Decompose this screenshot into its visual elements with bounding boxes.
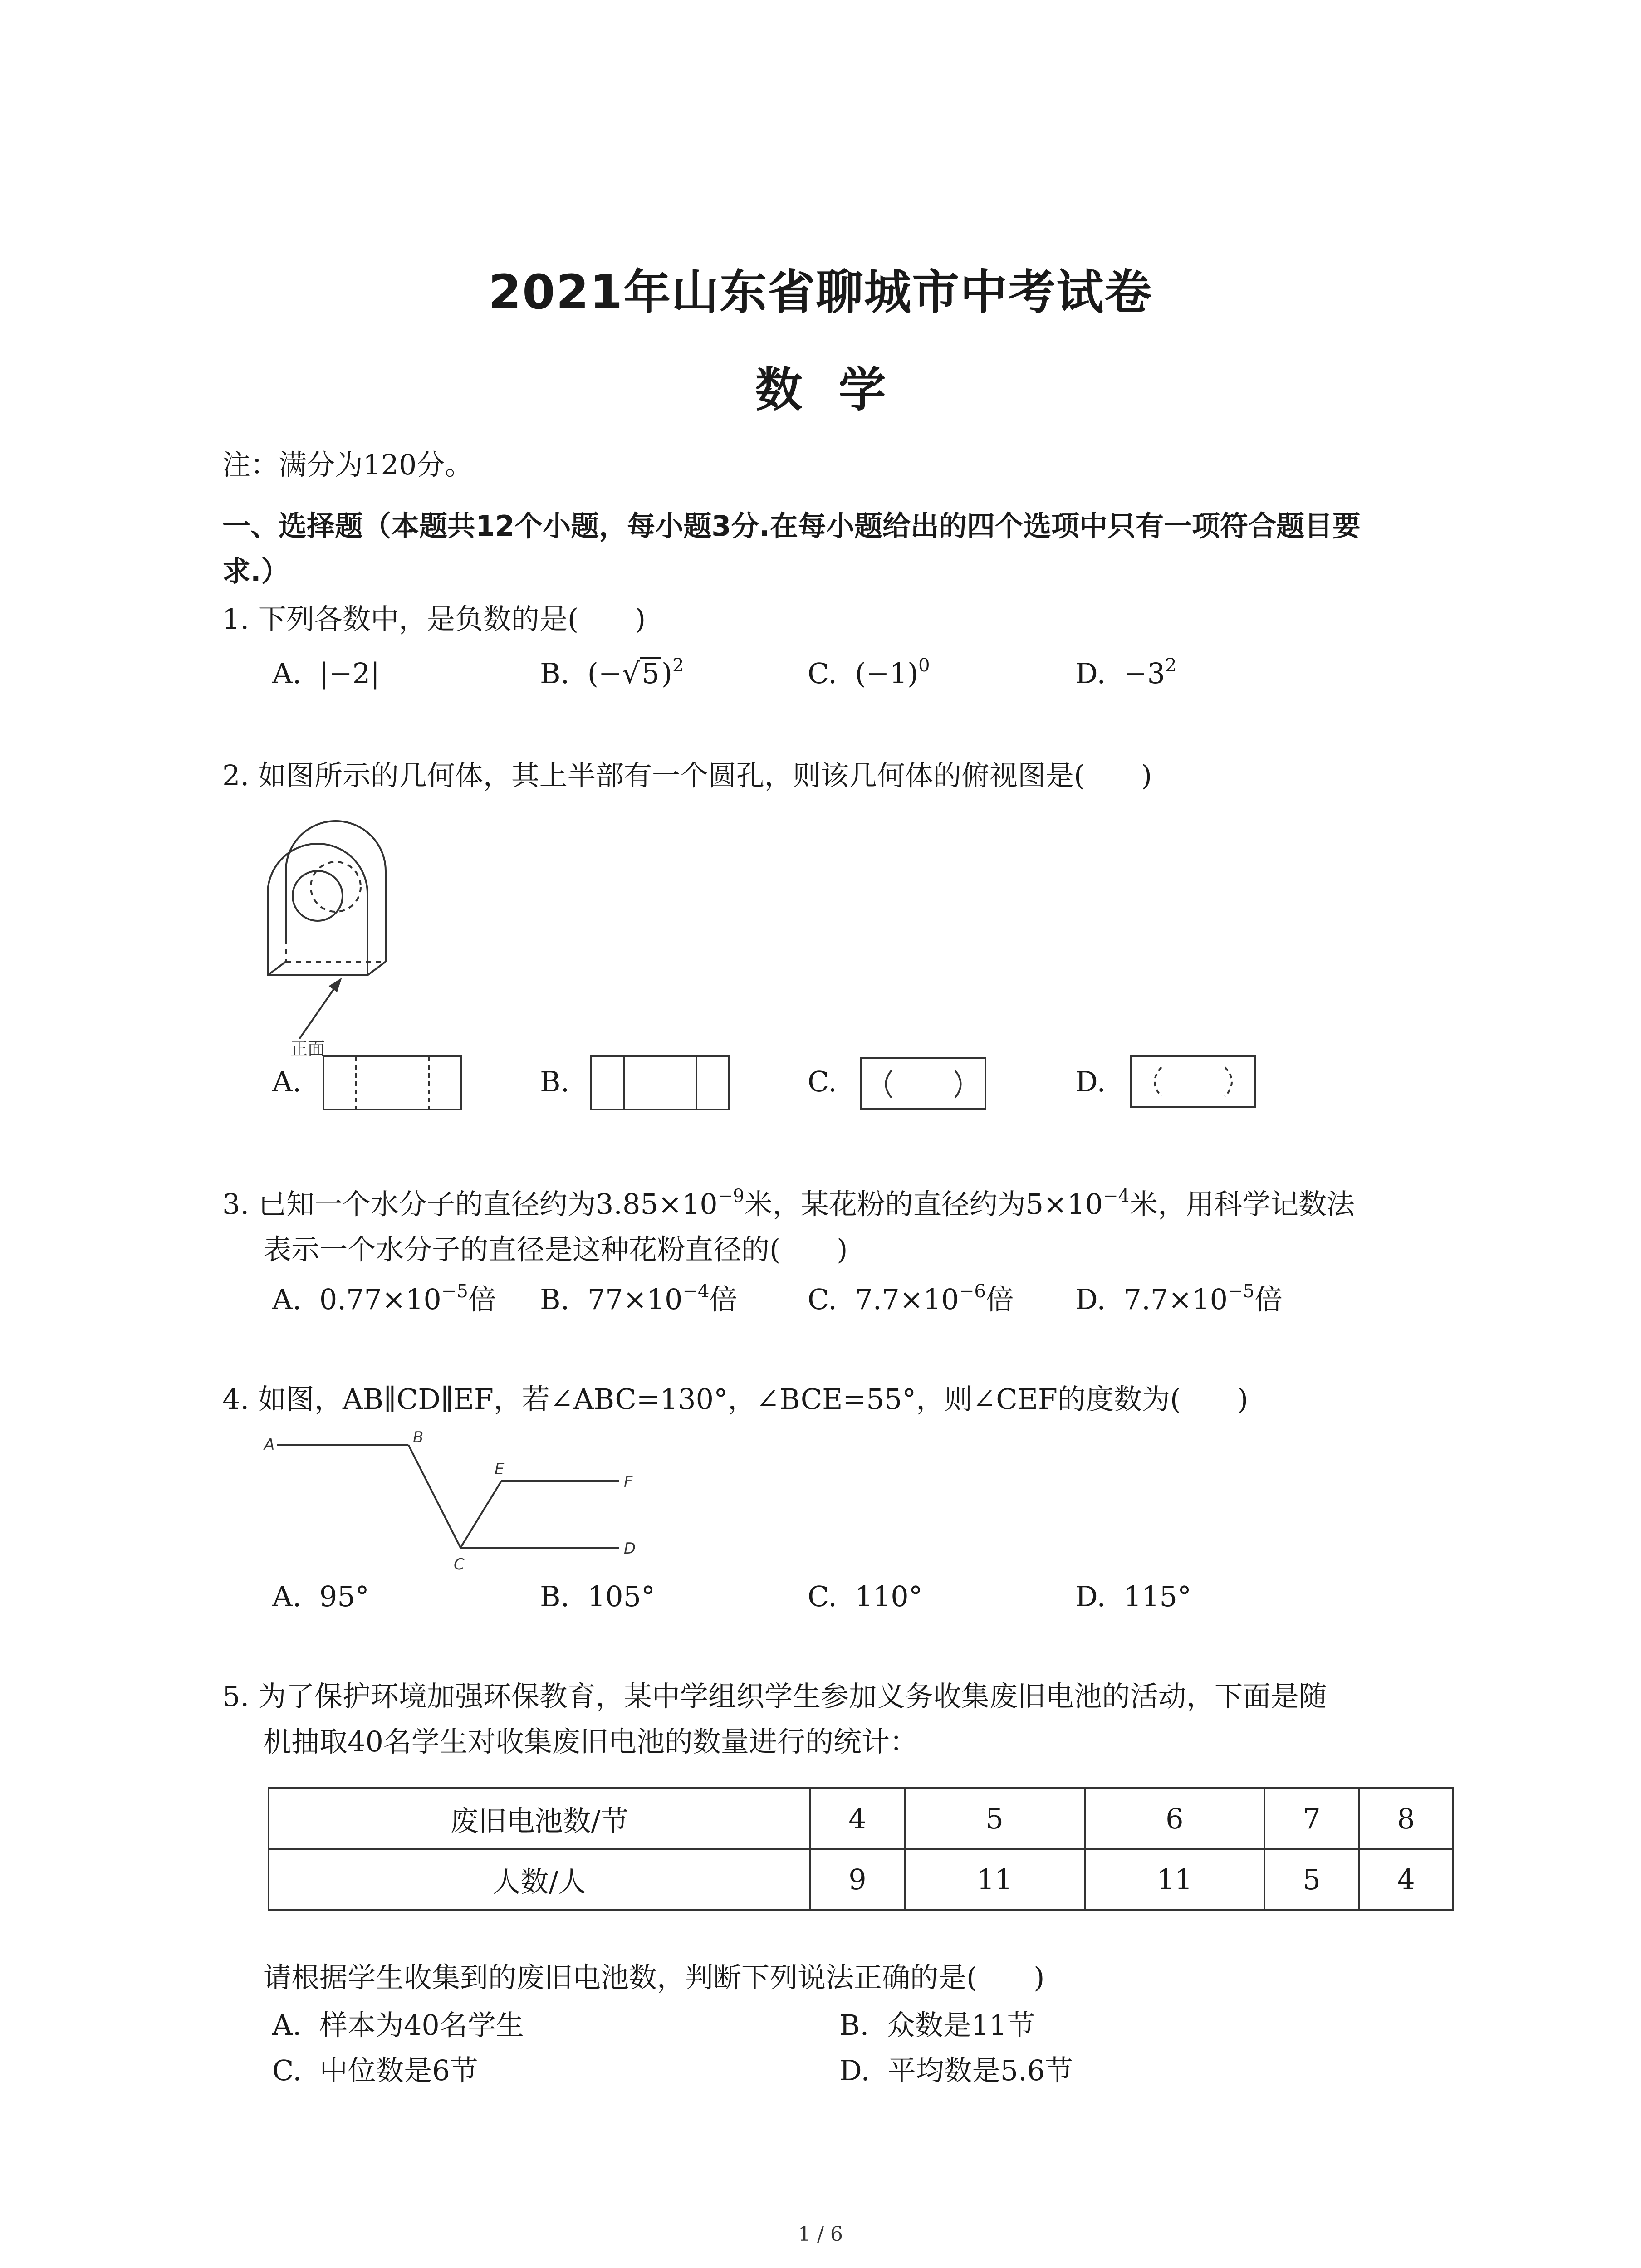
exponent: −6: [959, 1281, 986, 1302]
q1-option-b: [540, 655, 684, 692]
option-label: B.: [839, 2009, 869, 2042]
option-text: 95°: [319, 1580, 369, 1613]
point-d-label: D: [624, 1540, 636, 1558]
table-cell: 6: [1085, 1788, 1265, 1849]
table-cell: 5: [1264, 1849, 1359, 1910]
point-f-label: F: [624, 1473, 633, 1491]
option-label: A.: [272, 1580, 302, 1613]
table-cell: 11: [905, 1849, 1085, 1910]
q2-option-b-figure: [590, 1055, 730, 1111]
table-cell: 4: [1359, 1849, 1453, 1910]
exponent: −4: [682, 1281, 710, 1302]
exponent: −4: [1103, 1186, 1130, 1207]
q5-question: 请根据学生收集到的废旧电池数，判断下列说法正确的是( ): [263, 1961, 1045, 1994]
section-heading-line2: 求.）: [222, 555, 289, 588]
section-heading-line1: 一、选择题（本题共12个小题，每小题3分.在每小题给出的四个选项中只有一项符合题目要: [222, 509, 1361, 543]
q1-option-d: [1075, 655, 1177, 692]
q3-option-d: [1075, 1281, 1283, 1318]
option-unit: 倍: [709, 1283, 738, 1316]
option-label: C.: [808, 1580, 837, 1613]
table-cell: 8: [1359, 1788, 1453, 1849]
front-label: 正面: [290, 1039, 325, 1057]
option-text: −3: [1123, 657, 1166, 690]
exponent: 0: [918, 655, 930, 676]
option-text: 0.77×10: [319, 1283, 441, 1316]
exponent: 2: [1165, 655, 1177, 676]
exam-title: 2021年山东省聊城市中考试卷: [488, 264, 1153, 320]
q2-solid-figure: [254, 803, 436, 1057]
q3-stem-line2: 表示一个水分子的直径是这种花粉直径的( ): [263, 1233, 848, 1266]
option-text: 110°: [855, 1580, 923, 1613]
q5-option-b: [839, 2007, 1035, 2043]
q2-option-a-label: A.: [272, 1065, 302, 1098]
option-unit: 倍: [468, 1283, 496, 1316]
point-e-label: E: [495, 1460, 505, 1478]
radicand: 5: [640, 657, 661, 689]
exponent: −5: [441, 1281, 468, 1302]
q3-option-b: [540, 1281, 737, 1318]
option-text: (−1): [855, 657, 919, 690]
q2-stem: 2. 如图所示的几何体，其上半部有一个圆孔，则该几何体的俯视图是( ): [222, 759, 1152, 792]
q5-stem-line1: 5. 为了保护环境加强环保教育，某中学组织学生参加义务收集废旧电池的活动，下面是随: [222, 1680, 1327, 1713]
subject-title: 数学: [755, 362, 922, 417]
exponent: 2: [672, 655, 684, 676]
option-unit: 倍: [1254, 1283, 1283, 1316]
table-cell: 7: [1264, 1788, 1359, 1849]
option-label: C.: [808, 657, 837, 690]
table-row: [269, 1849, 1453, 1910]
option-label: A.: [272, 2009, 302, 2042]
q4-option-c: [808, 1579, 923, 1615]
q4-option-d: [1075, 1579, 1191, 1615]
table-cell: 11: [1085, 1849, 1265, 1910]
page-number: 1 / 6: [798, 2223, 843, 2246]
q1-stem: 1. 下列各数中，是负数的是( ): [222, 602, 646, 635]
point-a-label: A: [264, 1436, 275, 1454]
option-unit: 倍: [985, 1283, 1014, 1316]
q3-text-part1: 3. 已知一个水分子的直径约为3.85×10: [222, 1188, 718, 1221]
option-label: C.: [808, 1283, 837, 1316]
q4-option-b: [540, 1579, 655, 1615]
q3-option-a: [272, 1281, 496, 1318]
table-cell: 4: [810, 1788, 905, 1849]
q2-option-d-figure: [1130, 1055, 1257, 1109]
q5-statistics-table: [268, 1787, 1454, 1911]
table-row-header: 废旧电池数/节: [269, 1788, 810, 1849]
q5-option-d: [839, 2053, 1073, 2089]
q2-option-c-figure: [860, 1057, 987, 1111]
q2-option-b-label: B.: [540, 1065, 570, 1098]
sqrt-sign: √: [622, 657, 640, 690]
option-text: 平均数是5.6节: [887, 2054, 1073, 2087]
option-text: 7.7×10: [855, 1283, 959, 1316]
table-cell: 9: [810, 1849, 905, 1910]
option-label: B.: [540, 1580, 570, 1613]
q5-stem-line2: 机抽取40名学生对收集废旧电池的数量进行的统计：: [263, 1725, 918, 1758]
option-label: D.: [1075, 1580, 1106, 1613]
exponent: −9: [717, 1186, 745, 1207]
q3-option-c: [808, 1281, 1014, 1318]
q1-option-c: [808, 655, 930, 692]
option-text: 105°: [587, 1580, 656, 1613]
exponent: −5: [1228, 1281, 1255, 1302]
option-label: A.: [272, 1283, 302, 1316]
q1-option-a: [272, 655, 380, 692]
q2-option-c-label: C.: [808, 1065, 837, 1098]
q2-option-d-label: D.: [1075, 1065, 1106, 1098]
option-text: 7.7×10: [1123, 1283, 1228, 1316]
q3-text-part3: 米，用科学记数法: [1130, 1188, 1355, 1221]
option-label: B.: [540, 657, 570, 690]
q3-stem-line1: [222, 1186, 1355, 1222]
q5-option-c: [272, 2053, 478, 2089]
option-label: B.: [540, 1283, 570, 1316]
option-text: 77×10: [587, 1283, 683, 1316]
option-text-post: ): [661, 657, 673, 690]
q4-parallel-lines-figure: [259, 1424, 658, 1579]
q5-option-a: [272, 2007, 524, 2043]
q2-option-a-figure: [322, 1055, 463, 1111]
option-text: 样本为40名学生: [319, 2009, 524, 2042]
option-text: |−2|: [319, 657, 380, 690]
table-cell: 5: [905, 1788, 1085, 1849]
option-label: D.: [1075, 657, 1106, 690]
q3-text-part2: 米，某花粉的直径约为5×10: [744, 1188, 1103, 1221]
option-label: A.: [272, 657, 302, 690]
option-label: D.: [839, 2054, 870, 2087]
q4-option-a: [272, 1579, 369, 1615]
option-text-pre: (−: [587, 657, 622, 690]
option-label: D.: [1075, 1283, 1106, 1316]
option-label: C.: [272, 2054, 302, 2087]
table-row: [269, 1788, 1453, 1849]
point-b-label: B: [413, 1428, 424, 1447]
q4-stem: 4. 如图，AB∥CD∥EF，若∠ABC=130°，∠BCE=55°，则∠CEF的度数为( ): [222, 1383, 1249, 1416]
option-text: 众数是11节: [887, 2009, 1035, 2042]
score-note: 注：满分为120分。: [222, 448, 473, 481]
option-text: 115°: [1123, 1580, 1191, 1613]
point-c-label: C: [454, 1555, 465, 1574]
option-text: 中位数是6节: [319, 2054, 478, 2087]
table-row-header: 人数/人: [269, 1849, 810, 1910]
